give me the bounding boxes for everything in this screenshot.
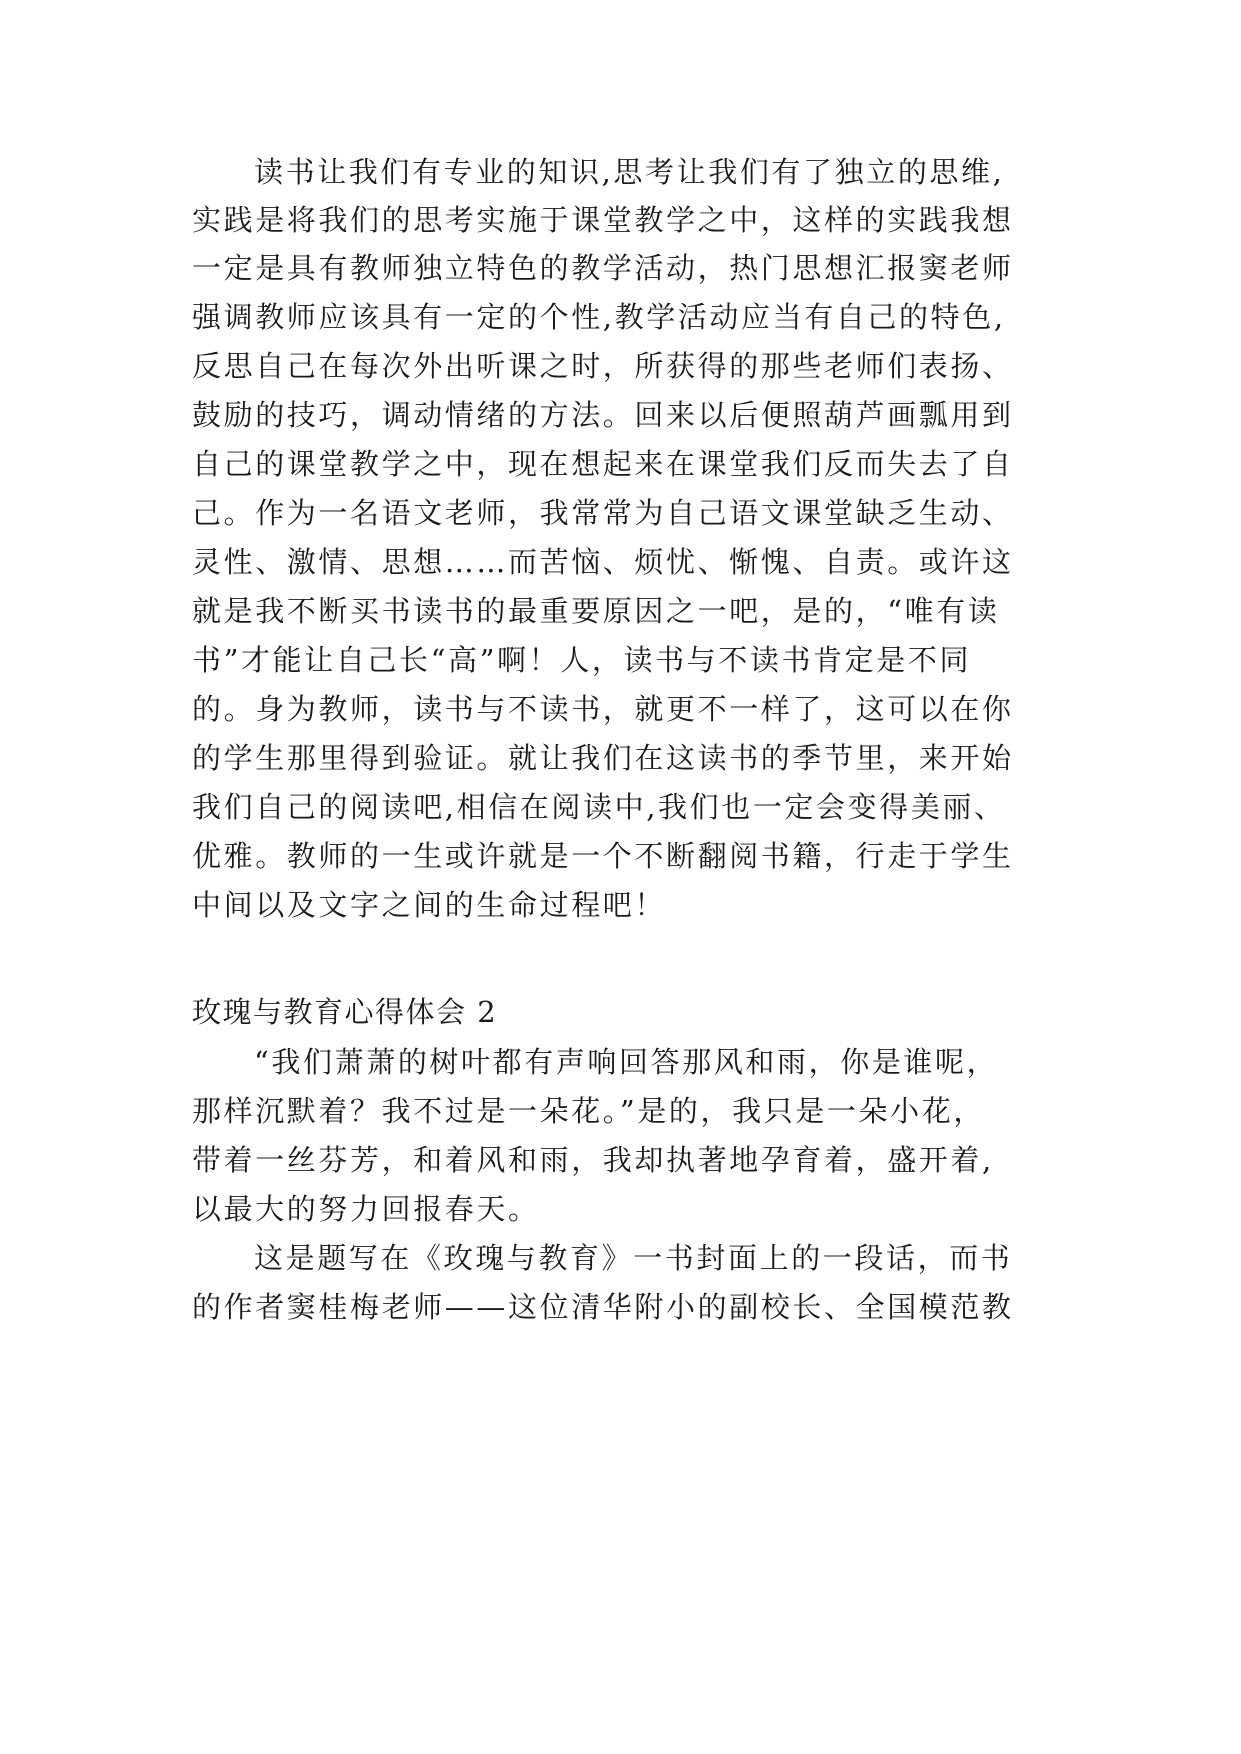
section-heading: 玫瑰与教育心得体会 2 xyxy=(192,995,498,1029)
paragraph-line: 这是题写在《玫瑰与教育》一书封面上的一段话，而书 xyxy=(254,1241,1013,1275)
paragraph-line: 鼓励的技巧，调动情绪的方法。回来以后便照葫芦画瓢用到 xyxy=(192,398,1014,432)
paragraph-line: 反思自己在每次外出听课之时，所获得的那些老师们表扬、 xyxy=(192,349,1014,383)
paragraph-line: 中间以及文字之间的生命过程吧！ xyxy=(192,888,667,922)
paragraph-line: 以最大的努力回报春天。 xyxy=(192,1192,540,1226)
paragraph-line: 优雅。教师的一生或许就是一个不断翻阅书籍，行走于学生 xyxy=(192,839,1014,873)
paragraph-line: 那样沉默着？我不过是一朵花。”是的，我只是一朵小花， xyxy=(192,1094,985,1128)
paragraph-line: 我们自己的阅读吧,相信在阅读中,我们也一定会变得美丽、 xyxy=(192,790,1006,824)
paragraph-line: 己。作为一名语文老师，我常常为自己语文课堂缺乏生动、 xyxy=(192,496,1014,530)
paragraph-line: 一定是具有教师独立特色的教学活动，热门思想汇报窦老师 xyxy=(192,251,1014,285)
paragraph-line: 实践是将我们的思考实施于课堂教学之中，这样的实践我想 xyxy=(192,203,1014,237)
paragraph-line: 自己的课堂教学之中，现在想起来在课堂我们反而失去了自 xyxy=(192,447,1014,481)
paragraph-line: “我们萧萧的树叶都有声响回答那风和雨，你是谁呢， xyxy=(254,1045,999,1079)
paragraph-line: 的。身为教师，读书与不读书，就更不一样了，这可以在你 xyxy=(192,692,1014,726)
paragraph-line: 强调教师应该具有一定的个性,教学活动应当有自己的特色, xyxy=(192,300,1006,334)
paragraph-line: 就是我不断买书读书的最重要原因之一吧，是的，“唯有读 xyxy=(192,594,1000,628)
paragraph-line: 带着一丝芬芳，和着风和雨，我却执著地孕育着，盛开着, xyxy=(192,1143,994,1177)
paragraph-line: 的学生那里得到验证。就让我们在这读书的季节里，来开始 xyxy=(192,741,1014,775)
paragraph-line: 书”才能让自己长“高”啊！人，读书与不读书肯定是不同 xyxy=(192,643,972,677)
paragraph-line: 读书让我们有专业的知识,思考让我们有了独立的思维, xyxy=(254,155,1005,189)
paragraph-line: 灵性、激情、思想……而苦恼、烦忧、惭愧、自责。或许这 xyxy=(192,545,1014,579)
paragraph-line: 的作者窦桂梅老师——这位清华附小的副校长、全国模范教 xyxy=(192,1290,1014,1324)
